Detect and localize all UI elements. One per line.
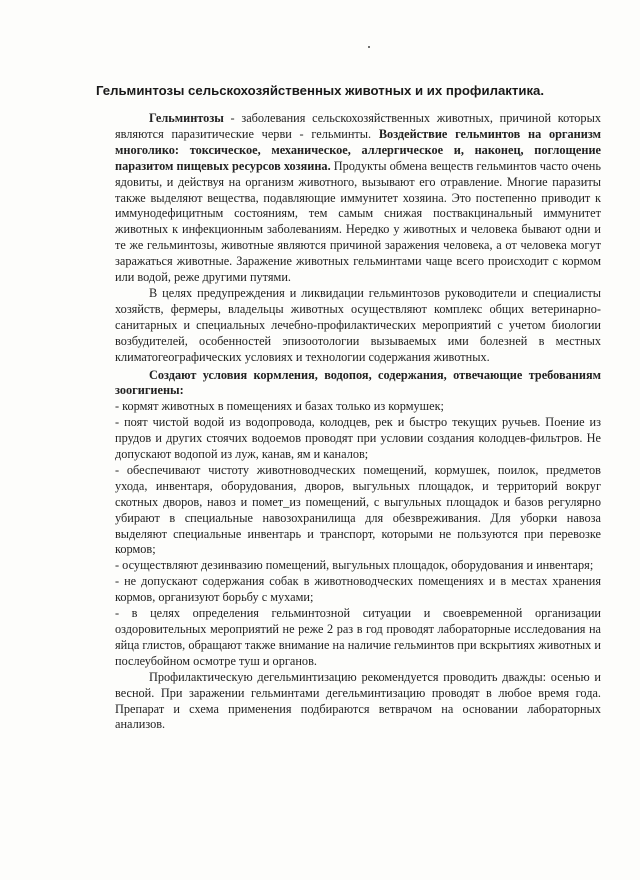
document-title: Гельминтозы сельскохозяйственных животных и их профилактика. (95, 83, 545, 98)
list-lead: Создают условия кормления, водопоя, содержания, отвечающие требованиям зоогигиены: (115, 367, 601, 398)
list-item: - в целях определения гельминтозной ситуации и своевременной организации оздоровительных мероприятий не реже 2 раз в год проводят лабораторные исследования на яйца глистов, обращают также внимание на наличие гельминтов при вскрытиях животных и послеубойном осмотре туш и органов. (115, 606, 601, 668)
list-item: - обеспечивают чистоту животноводческих помещений, кормушек, поилок, предметов ухода, инвентаря, оборудования, дворов, выгульных площадок, и территорий вокруг скотных дворов, навоз и помет_из помещений, с выгульных площадок и базов регулярно убирают в специальные навозохранилища для обезвреживания. Для уборки навоза выделяют специальные инвентарь и транспорт, которыми не пользуются при перевозке кормов; (115, 462, 601, 557)
paragraph-intro (115, 111, 601, 286)
list-item: - кормят животных в помещениях и базах только из кормушек; (115, 399, 444, 414)
intro-text-1: - заболевания сельскохозяйственных животных, причиной которых являются паразитические черви - гельминты. (115, 111, 601, 141)
list-item: - поят чистой водой из водопровода, колодцев, рек и быстро текущих ручьев. Поение из прудов и других стоячих водоемов проводят при условии создания колодцев-фильтров. Не допускают водопой из луж, канав, ям и каналов; (115, 415, 601, 462)
intro-bold-statement: Воздействие гельминтов на организм многолико: токсическое, механическое, аллергическое и, наконец, поглощение паразитом пищевых ресурсов хозяина. (115, 126, 601, 173)
list-item: - осуществляют дезинвазию помещений, выгульных площадок, оборудования и инвентаря; (115, 558, 594, 573)
paragraph-prevention: В целях предупреждения и ликвидации гельминтозов руководители и специалисты хозяйств, фермеры, владельцы животных осуществляют комплекс общих ветеринарно-санитарных и специальных лечебно-профилактических мероприятий с учетом биологии возбудителей, особенностей эпизоотологии вызываемых ими болезней в местных климатогеографических условиях и технологии содержания животных. (115, 285, 601, 364)
list-item: - не допускают содержания собак в животноводческих помещениях и в местах хранения кормов, организуют борьбу с мухами; (115, 574, 601, 605)
paragraph-deworming: Профилактическую дегельминтизацию рекомендуется проводить дважды: осенью и весной. При заражении гельминтами дегельминтизацию проводят в любое время года. Препарат и схема применения подбираются ветврачом на основании лабораторных анализов. (115, 669, 601, 732)
scan-speck (368, 46, 370, 48)
intro-text-2: Продукты обмена веществ гельминтов часто очень ядовиты, и действуя на организм животного, вызывают его отравление. Многие паразиты также выделяют вещества, подавляющие иммунитет хозяина. Это постепенно приводит к иммунодефицитным состояниям, тем самым снижая поствакцинальный иммунитет животных к инфекционным заболеваниям. Нередко у животных и человека бывают одни и те же гельминтозы, животные являются причиной заражения человека, а от человека могут заражаться животные. Заражение животных гельминтами чаще всего происходит с кормом или водой, реже другими путями. (115, 158, 601, 285)
term-helminthoses: Гельминтозы (149, 111, 224, 125)
document-body (115, 111, 601, 733)
